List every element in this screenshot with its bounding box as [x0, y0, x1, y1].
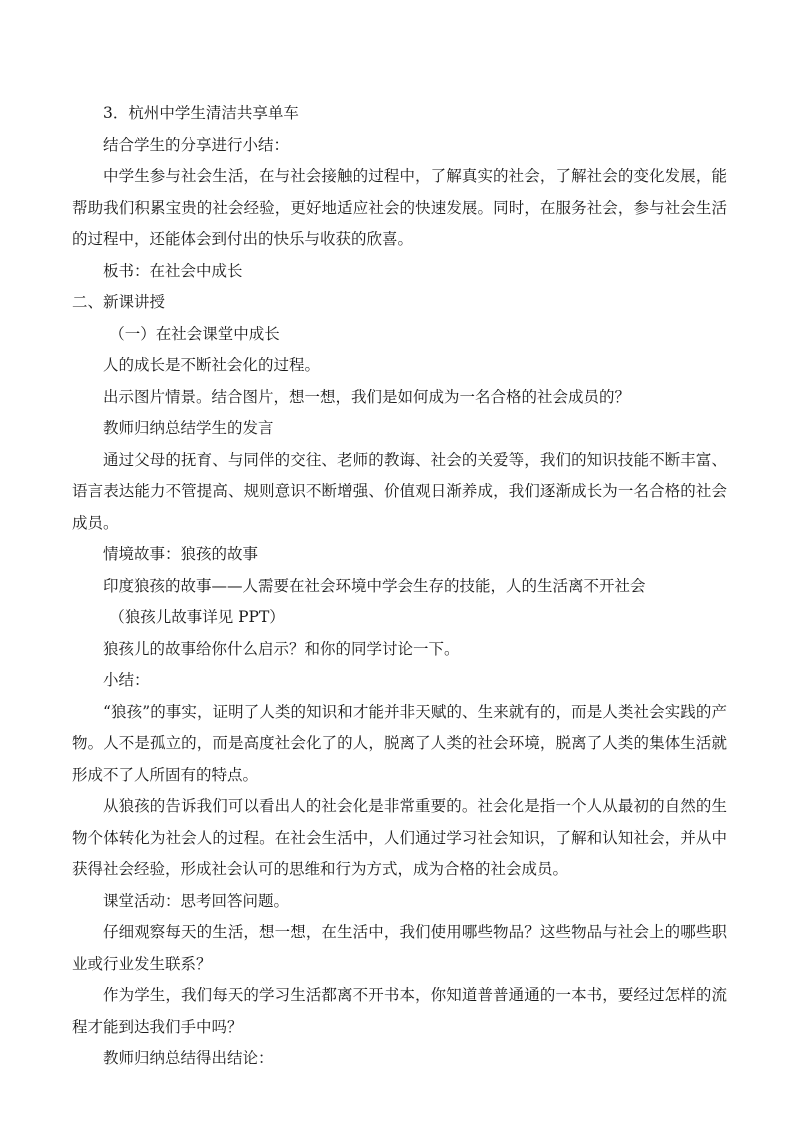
- conclusion-label: 教师归纳总结得出结论：: [103, 1049, 274, 1067]
- summary-label: 小结：: [103, 671, 150, 689]
- subsection-heading: （一）在社会课堂中成长: [109, 324, 280, 343]
- paragraph: 仔细观察每天的生活，想一想，在生活中，我们使用哪些物品？这些物品与社会上的哪些职业或行业发生联系？: [72, 923, 727, 973]
- board-note: 板书：在社会中成长: [103, 261, 243, 280]
- document-body: [72, 98, 727, 1075]
- paragraph: 印度狼孩的故事——人需要在社会环境中学会生存的技能，人的生活离不开社会: [103, 576, 646, 595]
- paragraph: “狼孩”的事实，证明了人类的知识和才能并非天赋的、生来就有的，而是人类社会实践的产物。人不是孤立的，而是高度社会化了的人，脱离了人类的社会环境，脱离了人类的集体生活就形成不了人所固有的特点。: [72, 702, 727, 784]
- paragraph: 作为学生，我们每天的学习生活都离不开书本，你知道普普通通的一本书，要经过怎样的流程才能到达我们手中吗？: [72, 986, 727, 1036]
- section-heading: 二、新课讲授: [72, 293, 166, 311]
- paragraph: 人的成长是不断社会化的过程。: [103, 356, 321, 374]
- summary-intro: 结合学生的分享进行小结：: [103, 135, 290, 154]
- paragraph: 狼孩儿的故事给你什么启示？和你的同学讨论一下。: [103, 639, 460, 658]
- activity-heading: 课堂活动：思考回答问题。: [103, 891, 290, 910]
- paragraph: 教师归纳总结学生的发言: [103, 419, 274, 437]
- paragraph: 出示图片情景。结合图片，想一想，我们是如何成为一名合格的社会成员的？: [103, 387, 631, 406]
- paragraph: 从狼孩的告诉我们可以看出人的社会化是非常重要的。社会化是指一个人从最初的自然的生物个体转化为社会人的过程。在社会生活中，人们通过学习社会知识，了解和认知社会，并从中获得社会经验，形成社会认可的思维和行为方式，成为合格的社会成员。: [72, 797, 727, 878]
- item-3-heading: 3．杭州中学生清洁共享单车: [103, 104, 299, 122]
- ppt-note: （狼孩儿故事详见 PPT）: [109, 608, 285, 626]
- paragraph: 通过父母的抚育、与同伴的交往、老师的教诲、社会的关爱等，我们的知识技能不断丰富、语言表达能力不管提高、规则意识不断增强、价值观日渐养成，我们逐渐成长为一名合格的社会成员。: [72, 450, 727, 532]
- summary-paragraph: 中学生参与社会生活，在与社会接触的过程中，了解真实的社会，了解社会的变化发展，能帮助我们积累宝贵的社会经验，更好地适应社会的快速发展。同时，在服务社会，参与社会生活的过程中，还能体会到付出的快乐与收获的欣喜。: [72, 167, 727, 248]
- story-heading: 情境故事：狼孩的故事: [103, 545, 259, 563]
